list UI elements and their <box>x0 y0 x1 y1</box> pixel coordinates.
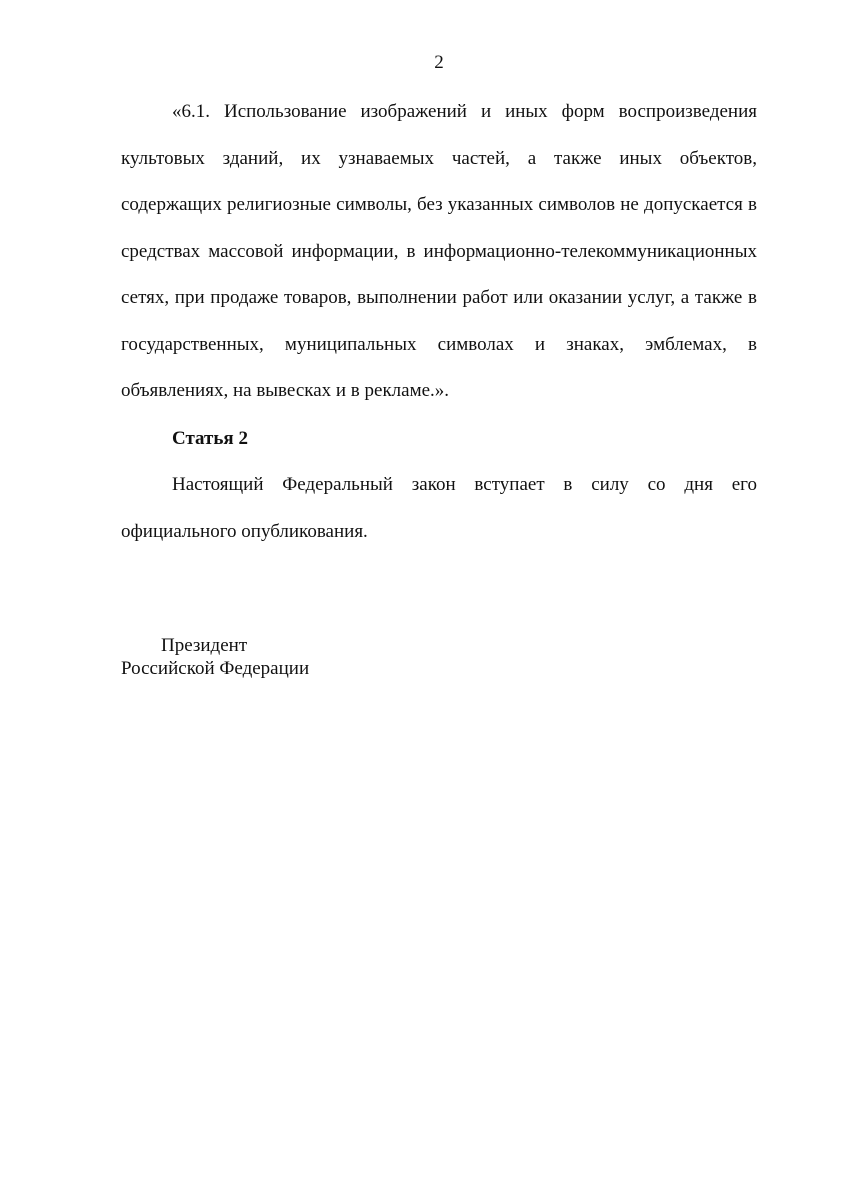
article-text: Настоящий Федеральный закон вступает в силу со дня его официального опубликования. <box>121 474 757 542</box>
page-number: 2 <box>434 52 444 73</box>
signature-title-line-2: Российской Федерации <box>121 658 310 679</box>
signature-title-line-1: Президент <box>161 635 248 656</box>
article-heading: Статья 2 <box>172 428 248 449</box>
amendment-paragraph: «6.1. Использование изображений и иных форм воспроизведения культовых зданий, их узнаваемых частей, а также иных объектов, содержащих религиозные символы, без указанных символов не допускается в средствах массовой информации, в информационно-телекоммуникационных сетях, при продаже товаров, выполнении работ или оказании услуг, а также в государственных, муниципальных символах и знаках, эмблемах, в объявлениях, на вывесках и в рекламе.». <box>121 101 757 401</box>
signature-block <box>121 634 309 680</box>
